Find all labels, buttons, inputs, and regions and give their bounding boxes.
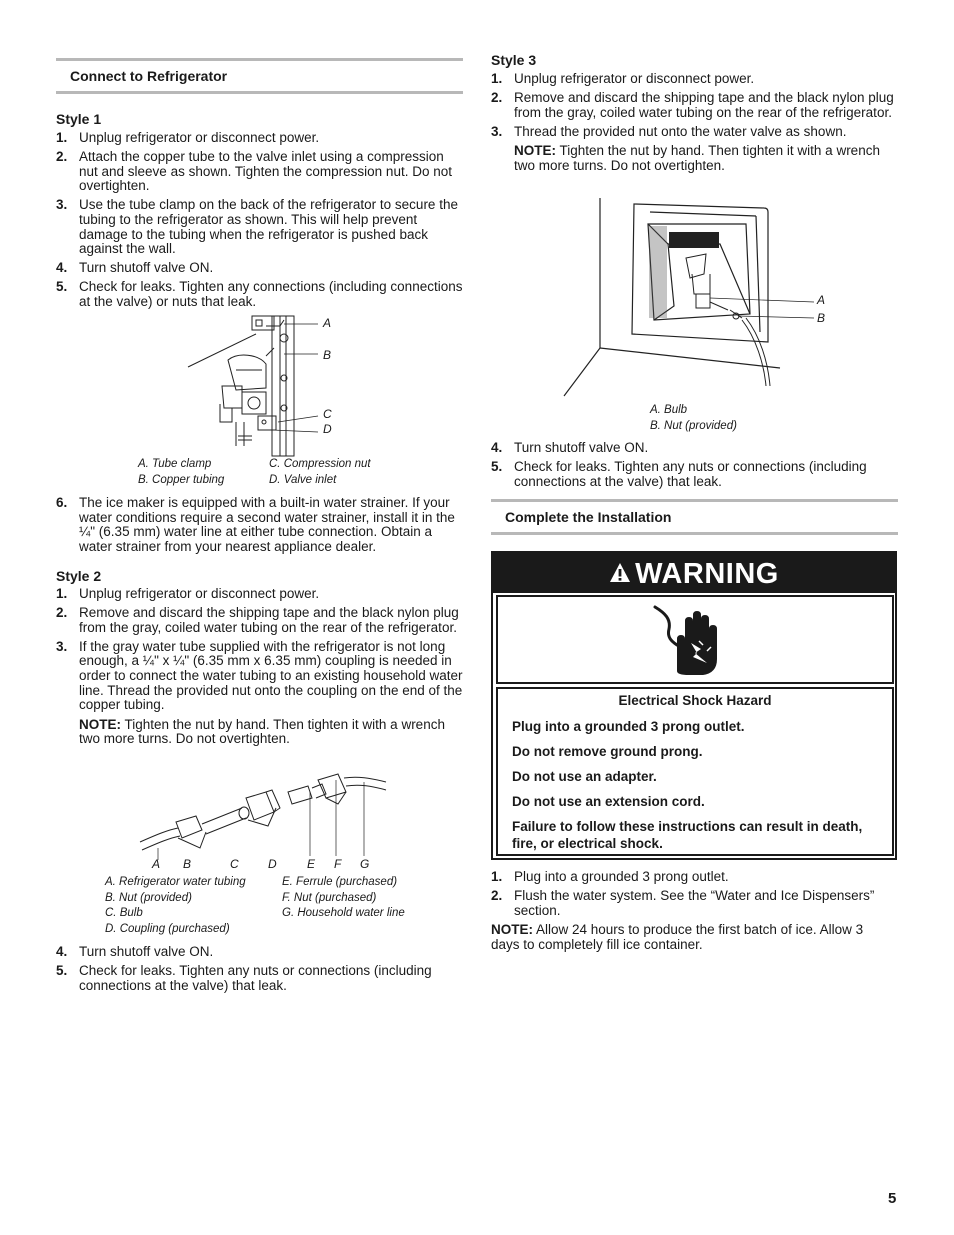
style3-caption: A. Bulb B. Nut (provided) bbox=[650, 404, 737, 432]
style2-steps-after bbox=[56, 945, 464, 998]
warning-header bbox=[493, 553, 895, 593]
figure-letter: B bbox=[183, 857, 192, 871]
warning-icon-panel bbox=[496, 595, 894, 684]
list-item: 1. Unplug refrigerator or disconnect power. bbox=[56, 586, 320, 601]
warning-line: Do not remove ground prong. bbox=[512, 744, 703, 759]
warning-label: WARNING bbox=[635, 558, 779, 590]
style3-steps-after bbox=[491, 441, 899, 494]
style1-caption-right: C. Compression nut D. Valve inlet bbox=[269, 458, 371, 486]
list-item: 4. Turn shutoff valve ON. bbox=[56, 944, 214, 959]
figure-letter: D bbox=[268, 857, 277, 871]
style1-step6 bbox=[56, 496, 464, 559]
figure-letter: C bbox=[230, 857, 239, 871]
figure-letter: G bbox=[360, 857, 370, 871]
warning-triangle-icon bbox=[609, 554, 631, 596]
figure-letter: B bbox=[817, 311, 826, 325]
list-item: 6. The ice maker is equipped with a built-in water strainer. If your water conditions require a second water strainer, install it in the ¼" (6.35 mm) water line at either tube connection. Obtain a water strainer from your nearest appliance dealer. bbox=[56, 495, 455, 554]
valve-inlet-illustration bbox=[180, 312, 320, 457]
complete-steps bbox=[491, 870, 899, 923]
warning-title: Electrical Shock Hazard bbox=[618, 693, 772, 708]
figure-letter: E bbox=[307, 857, 316, 871]
figure-letter: A bbox=[152, 857, 161, 871]
warning-box bbox=[491, 551, 897, 860]
electrical-shock-hand-icon bbox=[651, 603, 731, 679]
figure-letter: C bbox=[323, 407, 332, 421]
section-header-connect bbox=[56, 58, 463, 94]
list-item: 5. Check for leaks. Tighten any nuts or connections (including connections at the valve) that leak. bbox=[491, 459, 867, 489]
figure-letter: B bbox=[323, 348, 332, 362]
style3-note: NOTE: Tighten the nut by hand. Then tighten it with a wrench two more turns. Do not overtighten. bbox=[514, 143, 880, 173]
water-valve-illustration bbox=[560, 198, 820, 400]
style1-heading: Style 1 bbox=[56, 111, 102, 127]
list-item: 5. Check for leaks. Tighten any connections (including connections at the valve) or nuts that leak. bbox=[56, 279, 463, 309]
style2-caption-left: A. Refrigerator water tubing B. Nut (provided) C. Bulb D. Coupling (purchased) bbox=[105, 876, 246, 935]
warning-line: Do not use an extension cord. bbox=[512, 794, 705, 809]
figure-letter: F bbox=[334, 857, 342, 871]
style1-caption-left: A. Tube clamp B. Copper tubing bbox=[138, 458, 225, 486]
style3-steps bbox=[491, 72, 899, 178]
list-item: 3. Thread the provided nut onto the water valve as shown. NOTE: Tighten the nut by hand. Then tighten it with a wrench two more turns. Do not overtighten. bbox=[491, 125, 899, 174]
warning-line: Failure to follow these instructions can result in death, fire, or electrical shock. bbox=[512, 819, 863, 851]
style2-note: NOTE: Tighten the nut by hand. Then tighten it with a wrench two more turns. Do not overtighten. bbox=[79, 716, 445, 747]
style3-heading: Style 3 bbox=[491, 52, 537, 68]
style2-caption-right: E. Ferrule (purchased) F. Nut (purchased) G. Household water line bbox=[282, 876, 405, 919]
warning-text-panel bbox=[496, 687, 894, 856]
list-item: 3. Use the tube clamp on the back of the refrigerator to secure the tubing to the refrigerator as shown. This will help prevent damage to the tubing when the refrigerator is pushed back against the wall. bbox=[56, 197, 458, 257]
list-item: 4. Turn shutoff valve ON. bbox=[491, 440, 649, 455]
list-item: 2. Flush the water system. See the “Water and Ice Dispensers” section. bbox=[491, 888, 875, 918]
page-number: 5 bbox=[888, 1190, 897, 1207]
list-item: 1. Plug into a grounded 3 prong outlet. bbox=[491, 869, 729, 884]
coupling-leader-lines bbox=[300, 780, 380, 858]
list-item: 2. Remove and discard the shipping tape and the black nylon plug from the gray, coiled water tubing on the rear of the refrigerator. bbox=[56, 605, 459, 635]
list-item: 1. Unplug refrigerator or disconnect power. bbox=[56, 130, 320, 145]
section-title: Connect to Refrigerator bbox=[70, 68, 228, 84]
list-item: 2. Attach the copper tube to the valve inlet using a compression nut and sleeve as shown. Tighten the compression nut. Do not overtighten. bbox=[56, 149, 452, 194]
warning-line: Do not use an adapter. bbox=[512, 769, 657, 784]
list-item: 3. If the gray water tube supplied with the refrigerator is not long enough, a ¼" x ¼" (6.35 mm x 6.35 mm) coupling is needed in order to connect the water tubing to an existing household water line. Thread the provided nut onto the coupling on the end of the copper tubing. NOTE: Tighten the nut by hand. Then tighten it with a wrench two more turns. Do not overtighten. bbox=[56, 638, 463, 747]
list-item: 1. Unplug refrigerator or disconnect power. bbox=[491, 71, 755, 86]
figure-letter: A bbox=[323, 316, 332, 330]
complete-note: NOTE: Allow 24 hours to produce the first batch of ice. Allow 3 days to completely fill ice container. bbox=[491, 922, 864, 952]
list-item: 2. Remove and discard the shipping tape and the black nylon plug from the gray, coiled water tubing on the rear of the refrigerator. bbox=[491, 90, 894, 120]
figure-letter: A bbox=[817, 293, 826, 307]
section-title: Complete the Installation bbox=[505, 509, 672, 525]
style2-heading: Style 2 bbox=[56, 568, 102, 584]
list-item: 4. Turn shutoff valve ON. bbox=[56, 260, 214, 276]
style2-steps bbox=[56, 587, 464, 751]
section-header-complete bbox=[491, 499, 898, 535]
style1-steps bbox=[56, 131, 464, 314]
warning-line: Plug into a grounded 3 prong outlet. bbox=[512, 719, 745, 734]
figure-letter: D bbox=[323, 422, 332, 436]
list-item: 5. Check for leaks. Tighten any nuts or connections (including connections at the valve) that leak. bbox=[56, 963, 432, 993]
